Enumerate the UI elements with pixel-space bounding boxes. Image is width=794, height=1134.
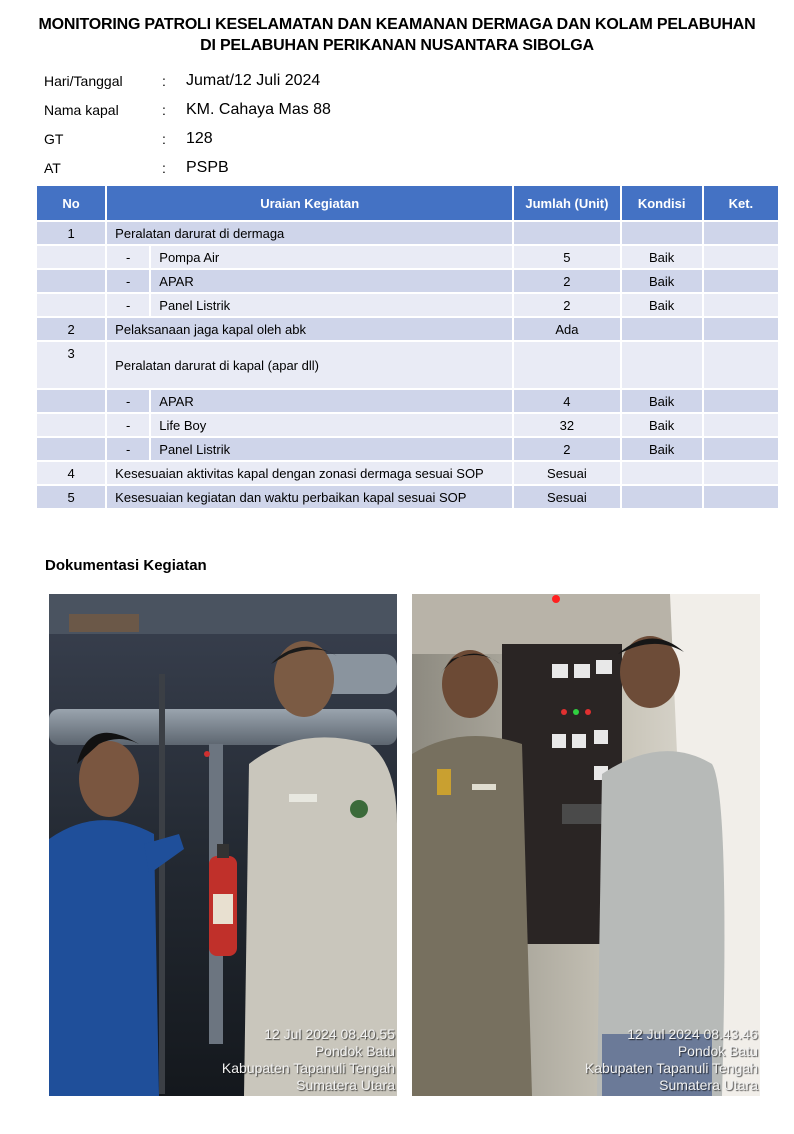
table-row <box>37 222 778 244</box>
cell-jumlah: Sesuai <box>514 462 619 484</box>
cell-dash: - <box>107 270 149 292</box>
timestamp-datetime: 12 Jul 2024 08.43.46 <box>627 1026 758 1042</box>
cell-kondisi <box>622 462 702 484</box>
cell-kondisi: Baik <box>622 246 702 268</box>
timestamp-province: Sumatera Utara <box>659 1077 758 1093</box>
document-title <box>0 14 794 56</box>
cell-ket <box>704 246 778 268</box>
info-value: PSPB <box>186 158 229 176</box>
cell-uraian: Kesesuaian kegiatan dan waktu perbaikan kapal sesuai SOP <box>107 486 512 508</box>
cell-dash: - <box>107 438 149 460</box>
info-label: Nama kapal <box>44 101 119 118</box>
photo-control-panel <box>412 594 760 1096</box>
info-colon: : <box>162 130 166 147</box>
cell-ket <box>704 222 778 244</box>
cell-ket <box>704 414 778 436</box>
cell-dash: - <box>107 414 149 436</box>
cell-dash: - <box>107 294 149 316</box>
cell-ket <box>704 390 778 412</box>
info-label: AT <box>44 159 61 176</box>
cell-no <box>37 294 105 316</box>
cell-uraian: APAR <box>151 390 512 412</box>
cell-uraian: Kesesuaian aktivitas kapal dengan zonasi dermaga sesuai SOP <box>107 462 512 484</box>
cell-no <box>37 414 105 436</box>
cell-uraian: Pelaksanaan jaga kapal oleh abk <box>107 318 512 340</box>
table-row <box>37 270 778 292</box>
cell-jumlah: 2 <box>514 270 619 292</box>
cell-jumlah: 2 <box>514 294 619 316</box>
cell-no <box>37 438 105 460</box>
activity-table <box>35 184 780 510</box>
timestamp-regency: Kabupaten Tapanuli Tengah <box>584 1060 758 1076</box>
table-row <box>37 390 778 412</box>
cell-no <box>37 270 105 292</box>
header-no: No <box>37 186 105 220</box>
timestamp-place: Pondok Batu <box>314 1043 395 1059</box>
cell-uraian: Pompa Air <box>151 246 512 268</box>
info-row-gt <box>44 124 544 153</box>
info-row-ship-name <box>44 95 544 124</box>
header-kondisi: Kondisi <box>622 186 702 220</box>
table-row <box>37 294 778 316</box>
cell-jumlah <box>514 342 619 388</box>
cell-ket <box>704 270 778 292</box>
cell-no: 5 <box>37 486 105 508</box>
photo-timestamp <box>585 1026 758 1094</box>
cell-uraian: Panel Listrik <box>151 294 512 316</box>
table-header <box>37 186 778 220</box>
table-row <box>37 438 778 460</box>
cell-kondisi <box>622 486 702 508</box>
info-label: GT <box>44 130 64 147</box>
ship-info <box>44 66 544 182</box>
photo-engine-room-image <box>49 594 397 1096</box>
cell-dash: - <box>107 390 149 412</box>
cell-kondisi: Baik <box>622 294 702 316</box>
cell-no: 2 <box>37 318 105 340</box>
info-colon: : <box>162 101 166 118</box>
cell-jumlah: 5 <box>514 246 619 268</box>
header-ket: Ket. <box>704 186 778 220</box>
cell-kondisi <box>622 222 702 244</box>
cell-no: 4 <box>37 462 105 484</box>
cell-ket <box>704 342 778 388</box>
info-row-date <box>44 66 544 95</box>
cell-uraian: Peralatan darurat di dermaga <box>107 222 512 244</box>
cell-jumlah: 2 <box>514 438 619 460</box>
cell-dash: - <box>107 246 149 268</box>
cell-kondisi: Baik <box>622 270 702 292</box>
header-uraian: Uraian Kegiatan <box>107 186 512 220</box>
cell-uraian: Peralatan darurat di kapal (apar dll) <box>107 342 512 388</box>
info-row-at <box>44 153 544 182</box>
cell-jumlah: Sesuai <box>514 486 619 508</box>
photo-engine-room <box>49 594 397 1096</box>
cell-uraian: APAR <box>151 270 512 292</box>
cell-jumlah: 4 <box>514 390 619 412</box>
cell-no: 3 <box>37 342 105 388</box>
title-line-2: DI PELABUHAN PERIKANAN NUSANTARA SIBOLGA <box>200 37 594 54</box>
cell-kondisi <box>622 318 702 340</box>
cell-kondisi: Baik <box>622 390 702 412</box>
cell-ket <box>704 438 778 460</box>
header-jumlah: Jumlah (Unit) <box>514 186 619 220</box>
cell-no <box>37 246 105 268</box>
cell-no: 1 <box>37 222 105 244</box>
photo-control-panel-image <box>412 594 760 1096</box>
info-value: KM. Cahaya Mas 88 <box>186 100 331 118</box>
info-colon: : <box>162 72 166 89</box>
cell-jumlah: Ada <box>514 318 619 340</box>
cell-kondisi <box>622 342 702 388</box>
table-row <box>37 486 778 508</box>
info-colon: : <box>162 159 166 176</box>
cell-jumlah: 32 <box>514 414 619 436</box>
info-label: Hari/Tanggal <box>44 72 123 89</box>
timestamp-datetime: 12 Jul 2024 08.40.55 <box>264 1026 395 1042</box>
table-row <box>37 342 778 388</box>
cell-uraian: Life Boy <box>151 414 512 436</box>
timestamp-regency: Kabupaten Tapanuli Tengah <box>221 1060 395 1076</box>
timestamp-place: Pondok Batu <box>677 1043 758 1059</box>
cell-uraian: Panel Listrik <box>151 438 512 460</box>
table-row <box>37 462 778 484</box>
cell-no <box>37 390 105 412</box>
photo-timestamp <box>222 1026 395 1094</box>
info-value: Jumat/12 Juli 2024 <box>186 71 321 89</box>
table-row <box>37 246 778 268</box>
documentation-heading: Dokumentasi Kegiatan <box>45 557 207 574</box>
table-row <box>37 414 778 436</box>
cell-ket <box>704 486 778 508</box>
title-line-1: MONITORING PATROLI KESELAMATAN DAN KEAMANAN DERMAGA DAN KOLAM PELABUHAN <box>38 16 756 33</box>
cell-kondisi: Baik <box>622 438 702 460</box>
timestamp-province: Sumatera Utara <box>296 1077 395 1093</box>
info-value: 128 <box>186 129 213 147</box>
cell-ket <box>704 294 778 316</box>
table-row <box>37 318 778 340</box>
cell-ket <box>704 318 778 340</box>
cell-ket <box>704 462 778 484</box>
cell-jumlah <box>514 222 619 244</box>
cell-kondisi: Baik <box>622 414 702 436</box>
